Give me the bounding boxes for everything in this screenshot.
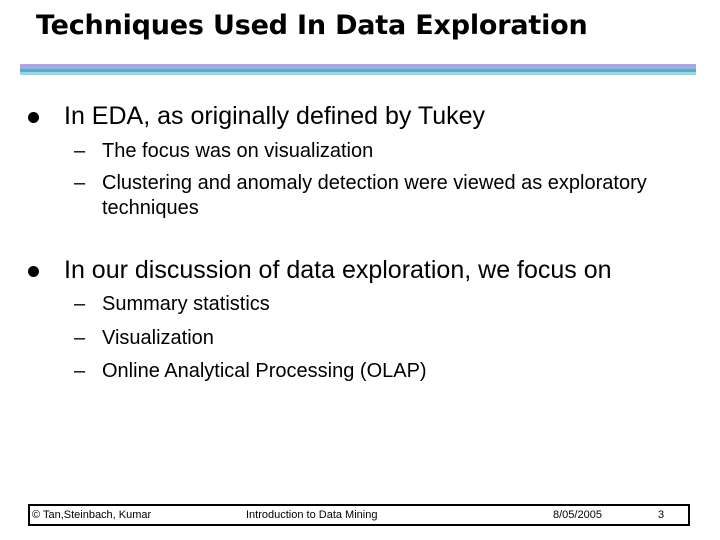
footer-authors: © Tan,Steinbach, Kumar <box>32 509 152 521</box>
footer-book-title: Introduction to Data Mining <box>246 509 378 521</box>
sub-item-text: Clustering and anomaly detection were viewed as exploratory techniques <box>102 172 647 219</box>
bullet-dot-icon <box>28 266 39 277</box>
dash-icon: – <box>74 172 86 194</box>
dash-icon: – <box>74 327 86 349</box>
sub-item-text: Summary statistics <box>102 293 270 315</box>
slide-title: Techniques Used In Data Exploration <box>36 10 588 41</box>
slide-footer <box>28 504 690 526</box>
footer-date: 8/05/2005 <box>553 509 602 521</box>
dash-icon: – <box>74 140 86 162</box>
sub-item-text: Online Analytical Processing (OLAP) <box>102 360 427 382</box>
title-underline-bottom <box>20 72 696 75</box>
dash-icon: – <box>74 360 86 382</box>
sub-item-text: The focus was on visualization <box>102 140 374 162</box>
bullet-text: In EDA, as originally defined by Tukey <box>64 102 486 130</box>
bullet-dot-icon <box>28 112 39 123</box>
footer-page-number: 3 <box>658 509 665 521</box>
sub-item-text: Visualization <box>102 327 214 349</box>
dash-icon: – <box>74 293 86 315</box>
bullet-text: In our discussion of data exploration, we focus on <box>64 256 612 284</box>
